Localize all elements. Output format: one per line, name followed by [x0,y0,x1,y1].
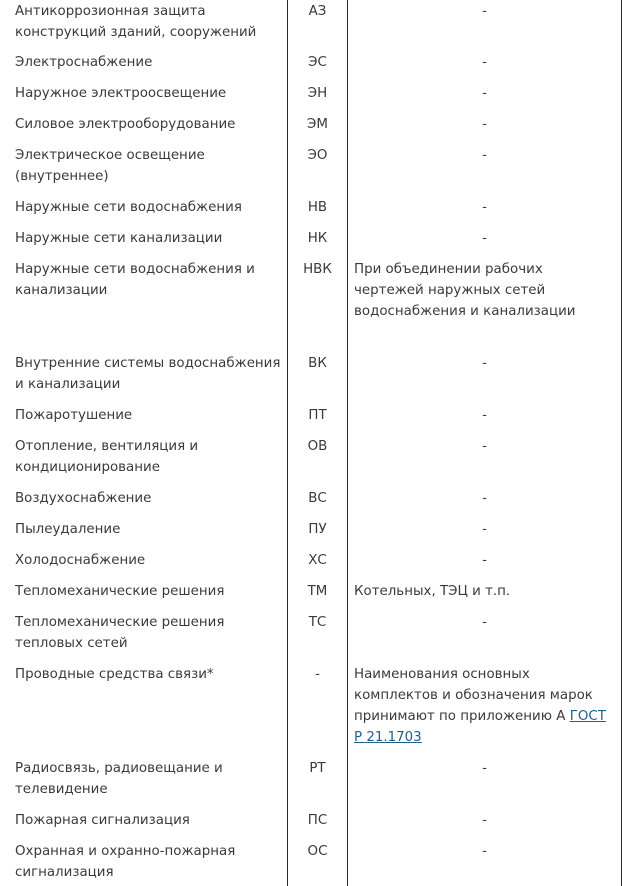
row-code: ЭС [308,55,327,70]
row-name: Наружные сети канализации [15,231,223,246]
row-note: - [482,844,487,859]
row-name: Проводные средства связи* [15,667,214,682]
row-code: ПС [307,813,328,828]
row-name: Пожаротушение [15,408,133,423]
row-code: НВ [307,200,328,215]
row-note: - [482,615,487,630]
row-note: - [482,231,487,246]
row-name: Отопление, вентиляция и кондиционирование [15,439,199,475]
row-name: Силовое электрооборудование [15,117,236,132]
row-note: - [482,408,487,423]
row-name: Наружные сети водоснабжения и канализации [15,262,255,298]
row-name: Холодоснабжение [15,553,146,568]
row-note: При объединении рабочих чертежей наружных сетей водоснабжения и канализации [354,262,576,319]
row-code: ОВ [307,439,328,454]
row-name: Охранная и охранно-пожарная сигнализация [15,844,236,880]
row-code: ЭМ [307,117,328,132]
row-note: - [482,522,487,537]
row-note: - [482,761,487,776]
row-name: Антикоррозионная защита конструкций зданий, сооружений [15,4,257,40]
row-name: Электроснабжение [15,55,153,70]
row-code: РТ [309,761,326,776]
row-code: ЭН [307,86,328,101]
row-note: - [482,4,487,19]
row-note: - [482,55,487,70]
row-code: ЭО [307,148,328,163]
row-name: Радиосвязь, радиовещание и телевидение [15,761,223,797]
row-name: Внутренние системы водоснабжения и канализации [15,356,281,392]
row-note: - [482,356,487,371]
row-note: - [482,200,487,215]
row-code: НК [307,231,328,246]
row-note: - [482,553,487,568]
row-note: - [482,813,487,828]
row-code: АЗ [308,4,327,19]
row-note: - [482,117,487,132]
row-code: ХС [308,553,327,568]
row-code: ПТ [308,408,327,423]
row-note: - [482,148,487,163]
row-name: Тепломеханические решения [15,584,225,599]
row-note: - [482,86,487,101]
row-code: ПУ [308,522,327,537]
row-note [354,664,616,748]
row-note: - [482,491,487,506]
row-note: Котельных, ТЭЦ и т.п. [354,584,511,599]
row-code: ТМ [307,584,328,599]
column-divider [621,0,622,886]
row-name: Наружное электроосвещение [15,86,227,101]
row-note-text: Наименования основных комплектов и обозначения марок принимают по приложению А [354,667,593,724]
row-code: ОС [307,844,328,859]
gost-link[interactable]: ГОСТ Р 21.1703 [354,709,606,745]
row-name: Воздухоснабжение [15,491,152,506]
row-code: ТС [308,615,327,630]
row-name: Тепломеханические решения тепловых сетей [15,615,225,651]
row-name: Наружные сети водоснабжения [15,200,242,215]
row-name: Электрическое освещение (внутреннее) [15,148,205,184]
row-code: ВС [308,491,327,506]
row-code: - [315,667,320,682]
row-note: - [482,439,487,454]
row-name: Пылеудаление [15,522,121,537]
row-code: НВК [303,262,332,277]
row-code: ВК [308,356,327,371]
row-name: Пожарная сигнализация [15,813,190,828]
